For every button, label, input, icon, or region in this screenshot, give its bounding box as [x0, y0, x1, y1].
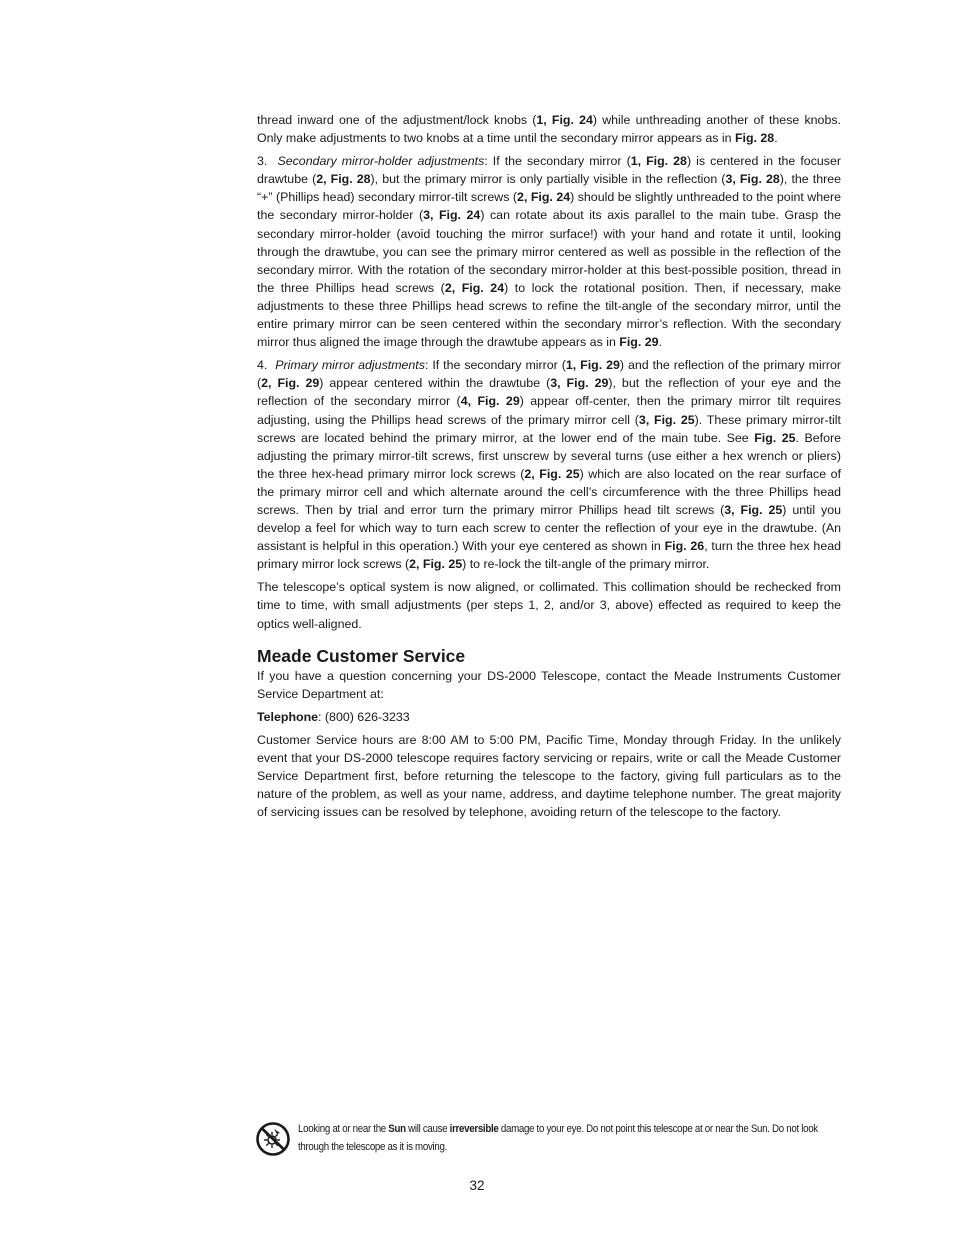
manual-body [257, 111, 841, 826]
customer-service-intro: If you have a question concerning your DS-2000 Telescope, contact the Meade Instruments Customer Service Department at: [257, 668, 841, 701]
sun-warning-text: Looking at or near the Sun will cause irreversible damage to your eye. Do not point this telescope at or near the Sun. Do not look through the telescope as it is moving. [298, 1123, 818, 1153]
telephone-label: Telephone [257, 709, 319, 724]
step-4-paragraph: 4. Primary mirror adjustments: If the secondary mirror (1, Fig. 29) and the reflection of the primary mirror (2, Fig. 29) appear centered within the drawtube (3, Fig. 29), but the reflection of your eye and the reflection of the secondary mirror (4, Fig. 29) appear off-center, then the primary mirror tilt requires adjusting, using the Phillips head screws of the primary mirror cell (3, Fig. 25). These primary mirror-tilt screws are located behind the primary mirror, at the lower end of the main tube. See Fig. 25. Before adjusting the primary mirror-tilt screws, first unscrew by several turns (use either a hex wrench or pliers) the three hex-head primary mirror lock screws (2, Fig. 25) which are also located on the rear surface of the primary mirror cell and which alternate around the cell’s circumference with the three Phillips head screws. Then by trial and error turn the primary mirror Phillips head tilt screws (3, Fig. 25) until you develop a feel for which way to turn each screw to center the reflection of your eye in the drawtube. (An assistant is helpful in this operation.) With your eye centered as shown in Fig. 26, turn the three hex head primary mirror lock screws (2, Fig. 25) to re-lock the tilt-angle of the primary mirror. [257, 358, 842, 572]
telephone-number: : (800) 626-3233 [318, 709, 410, 724]
sun-warning [256, 1120, 846, 1156]
step-3-title: Secondary mirror-holder adjustments [277, 154, 485, 169]
service-hours-paragraph: Customer Service hours are 8:00 AM to 5:00 PM, Pacific Time, Monday through Friday. In the unlikely event that your DS-2000 telescope requires factory servicing or repairs, write or call the Meade Customer Service Department first, before returning the telescope to the factory, giving full particulars as to the nature of the problem, as well as your name, address, and daytime telephone number. The great majority of servicing issues can be resolved by telephone, avoiding return of the telescope to the factory. [257, 732, 841, 820]
step-4-title: Primary mirror adjustments [275, 358, 425, 373]
no-sun-icon [256, 1122, 290, 1156]
step-3-paragraph: 3. Secondary mirror-holder adjustments: If the secondary mirror (1, Fig. 28) is centered in the focuser drawtube (2, Fig. 28), but the primary mirror is only partially visible in the reflection (3, Fig. 28), the three “+” (Phillips head) secondary mirror-tilt screws (2, Fig. 24) should be slightly unthreaded to the point where the secondary mirror-holder (3, Fig. 24) can rotate about its axis parallel to the main tube. Grasp the secondary mirror-holder (avoid touching the mirror surface!) with your hand and rotate it until, looking through the drawtube, you can see the primary mirror centered as well as possible in the reflection of the secondary mirror. With the rotation of the secondary mirror-holder at this best-possible position, thread in the three Phillips head screws (2, Fig. 24) to lock the rotational position. Then, if necessary, make adjustments to these three Phillips head screws to refine the tilt-angle of the secondary mirror, until the entire primary mirror can be seen centered within the secondary mirror’s reflection. With the secondary mirror thus aligned the image through the drawtube appears as in Fig. 29. [257, 154, 842, 350]
telephone-line [257, 708, 841, 726]
customer-service-heading: Meade Customer Service [257, 645, 466, 666]
continuation-paragraph: thread inward one of the adjustment/lock knobs (1, Fig. 24) while unthreading another of these knobs. Only make adjustments to two knobs at a time until the secondary mirror appears as in Fig. 28. [257, 113, 841, 146]
collimation-paragraph: The telescope’s optical system is now aligned, or collimated. This collimation should be rechecked from time to time, with small adjustments (per steps 1, 2, and/or 3, above) effected as required to keep the optics well-aligned. [257, 580, 841, 631]
page-number: 32 [469, 1178, 485, 1193]
